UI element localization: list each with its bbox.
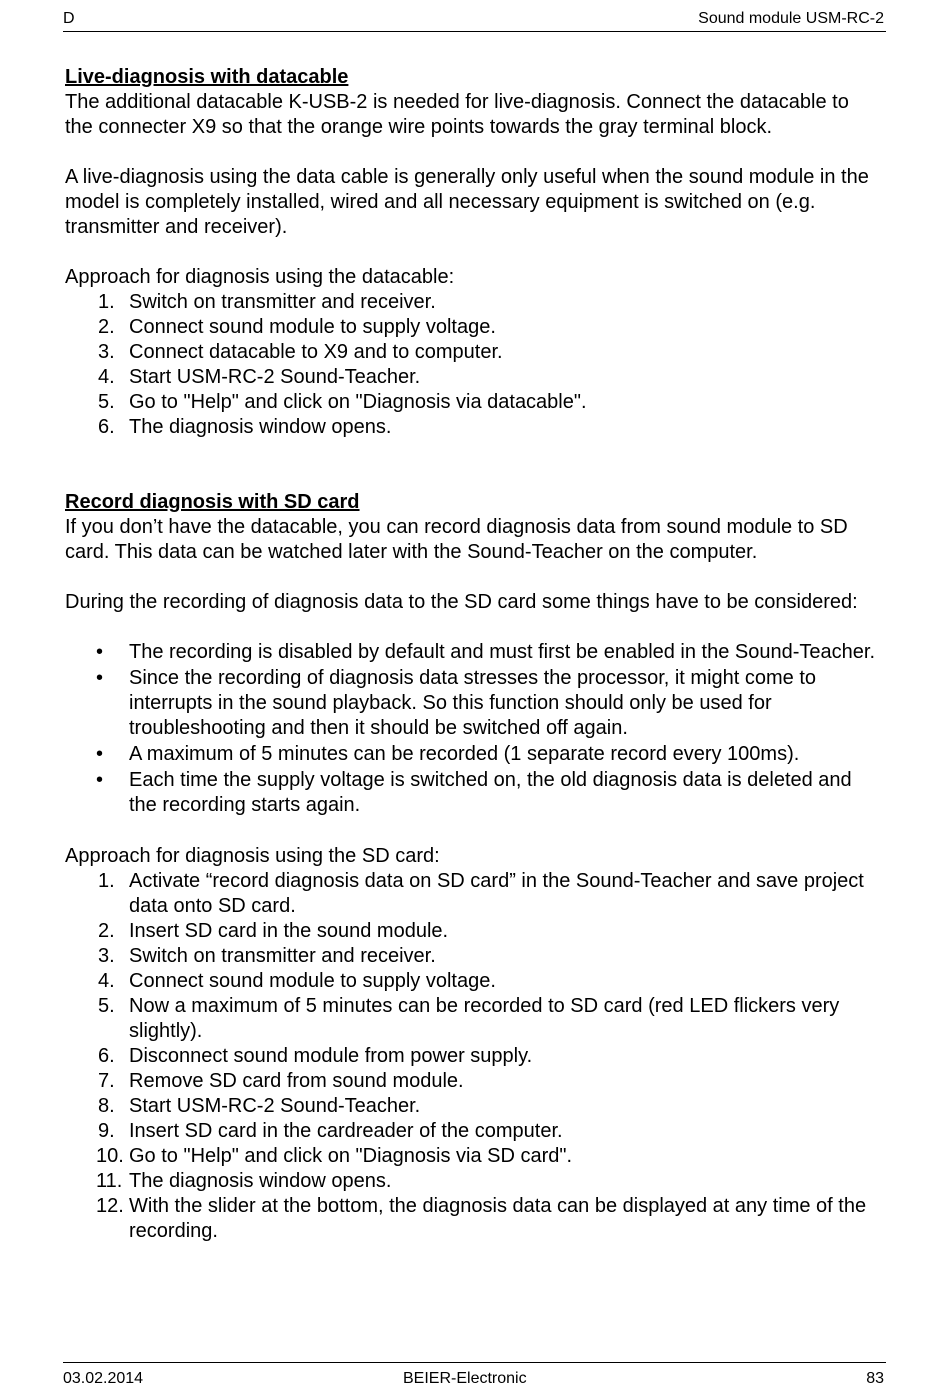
list-item: • A maximum of 5 minutes can be recorded (1 separate record every 100ms). (96, 743, 800, 765)
list-item: 4. Start USM-RC-2 Sound-Teacher. (98, 366, 421, 388)
list-item: • The recording is disabled by default and must first be enabled in the Sound-Teacher. (96, 641, 876, 663)
list-item: 3. Connect datacable to X9 and to computer. (98, 341, 503, 363)
list-item: 3. Switch on transmitter and receiver. (98, 945, 436, 967)
header-language: D (63, 10, 75, 27)
list-item: 10. Go to "Help" and click on "Diagnosis via SD card". (96, 1145, 573, 1167)
list-item: 6. Disconnect sound module from power supply. (98, 1045, 533, 1067)
page-number: 83 (866, 1370, 884, 1387)
record-diagnosis-considerations: During the recording of diagnosis data to the SD card some things have to be considered: (65, 591, 858, 613)
list-item: 1. Switch on transmitter and receiver. (98, 291, 436, 313)
header-title: Sound module USM-RC-2 (698, 10, 884, 27)
section-live-diagnosis-title: Live-diagnosis with datacable (65, 66, 349, 88)
record-diagnosis-intro: If you don’t have the datacable, you can record diagnosis data from sound module to SD card. This data can be watched later with the Sound-Teacher on the computer. (65, 516, 848, 563)
list-item: 6. The diagnosis window opens. (98, 416, 392, 438)
live-diagnosis-intro: The additional datacable K-USB-2 is needed for live-diagnosis. Connect the datacable to the connecter X9 so that the orange wire points towards the gray terminal block. (65, 91, 849, 138)
list-item: 7. Remove SD card from sound module. (98, 1070, 464, 1092)
page-footer (63, 1362, 886, 1387)
record-diagnosis-approach: Approach for diagnosis using the SD card: (65, 845, 440, 867)
list-item: 11. The diagnosis window opens. (96, 1170, 392, 1192)
record-diagnosis-steps (65, 869, 880, 1244)
list-item: 1. Activate “record diagnosis data on SD card” in the Sound-Teacher and save project data onto SD card. (98, 870, 864, 917)
list-item: 2. Connect sound module to supply voltage. (98, 316, 496, 338)
list-item: 12. With the slider at the bottom, the diagnosis data can be displayed at any time of the recording. (96, 1195, 867, 1242)
live-diagnosis-steps (65, 290, 880, 440)
live-diagnosis-note: A live-diagnosis using the data cable is generally only useful when the sound module in the model is completely installed, wired and all necessary equipment is switched on (e.g. transmitter and receiver). (65, 166, 869, 238)
live-diagnosis-approach: Approach for diagnosis using the datacable: (65, 266, 455, 288)
list-item: 2. Insert SD card in the sound module. (98, 920, 449, 942)
list-item: 4. Connect sound module to supply voltage. (98, 970, 496, 992)
page-header (63, 9, 886, 32)
list-item: 9. Insert SD card in the cardreader of the computer. (98, 1120, 563, 1142)
footer-company: BEIER-Electronic (403, 1370, 527, 1387)
list-item: • Since the recording of diagnosis data stresses the processor, it might come to interrupts in the sound playback. So this function should only be used for troubleshooting and then it should be switched off again. (96, 667, 817, 739)
page-content (65, 65, 880, 1244)
record-diagnosis-bullets (65, 640, 880, 818)
list-item: • Each time the supply voltage is switched on, the old diagnosis data is deleted and the recording starts again. (96, 769, 852, 816)
list-item: 5. Go to "Help" and click on "Diagnosis via datacable". (98, 391, 587, 413)
list-item: 8. Start USM-RC-2 Sound-Teacher. (98, 1095, 421, 1117)
section-record-diagnosis-title: Record diagnosis with SD card (65, 491, 360, 513)
footer-date: 03.02.2014 (63, 1370, 144, 1387)
list-item: 5. Now a maximum of 5 minutes can be recorded to SD card (red LED flickers very slightly). (98, 995, 840, 1042)
